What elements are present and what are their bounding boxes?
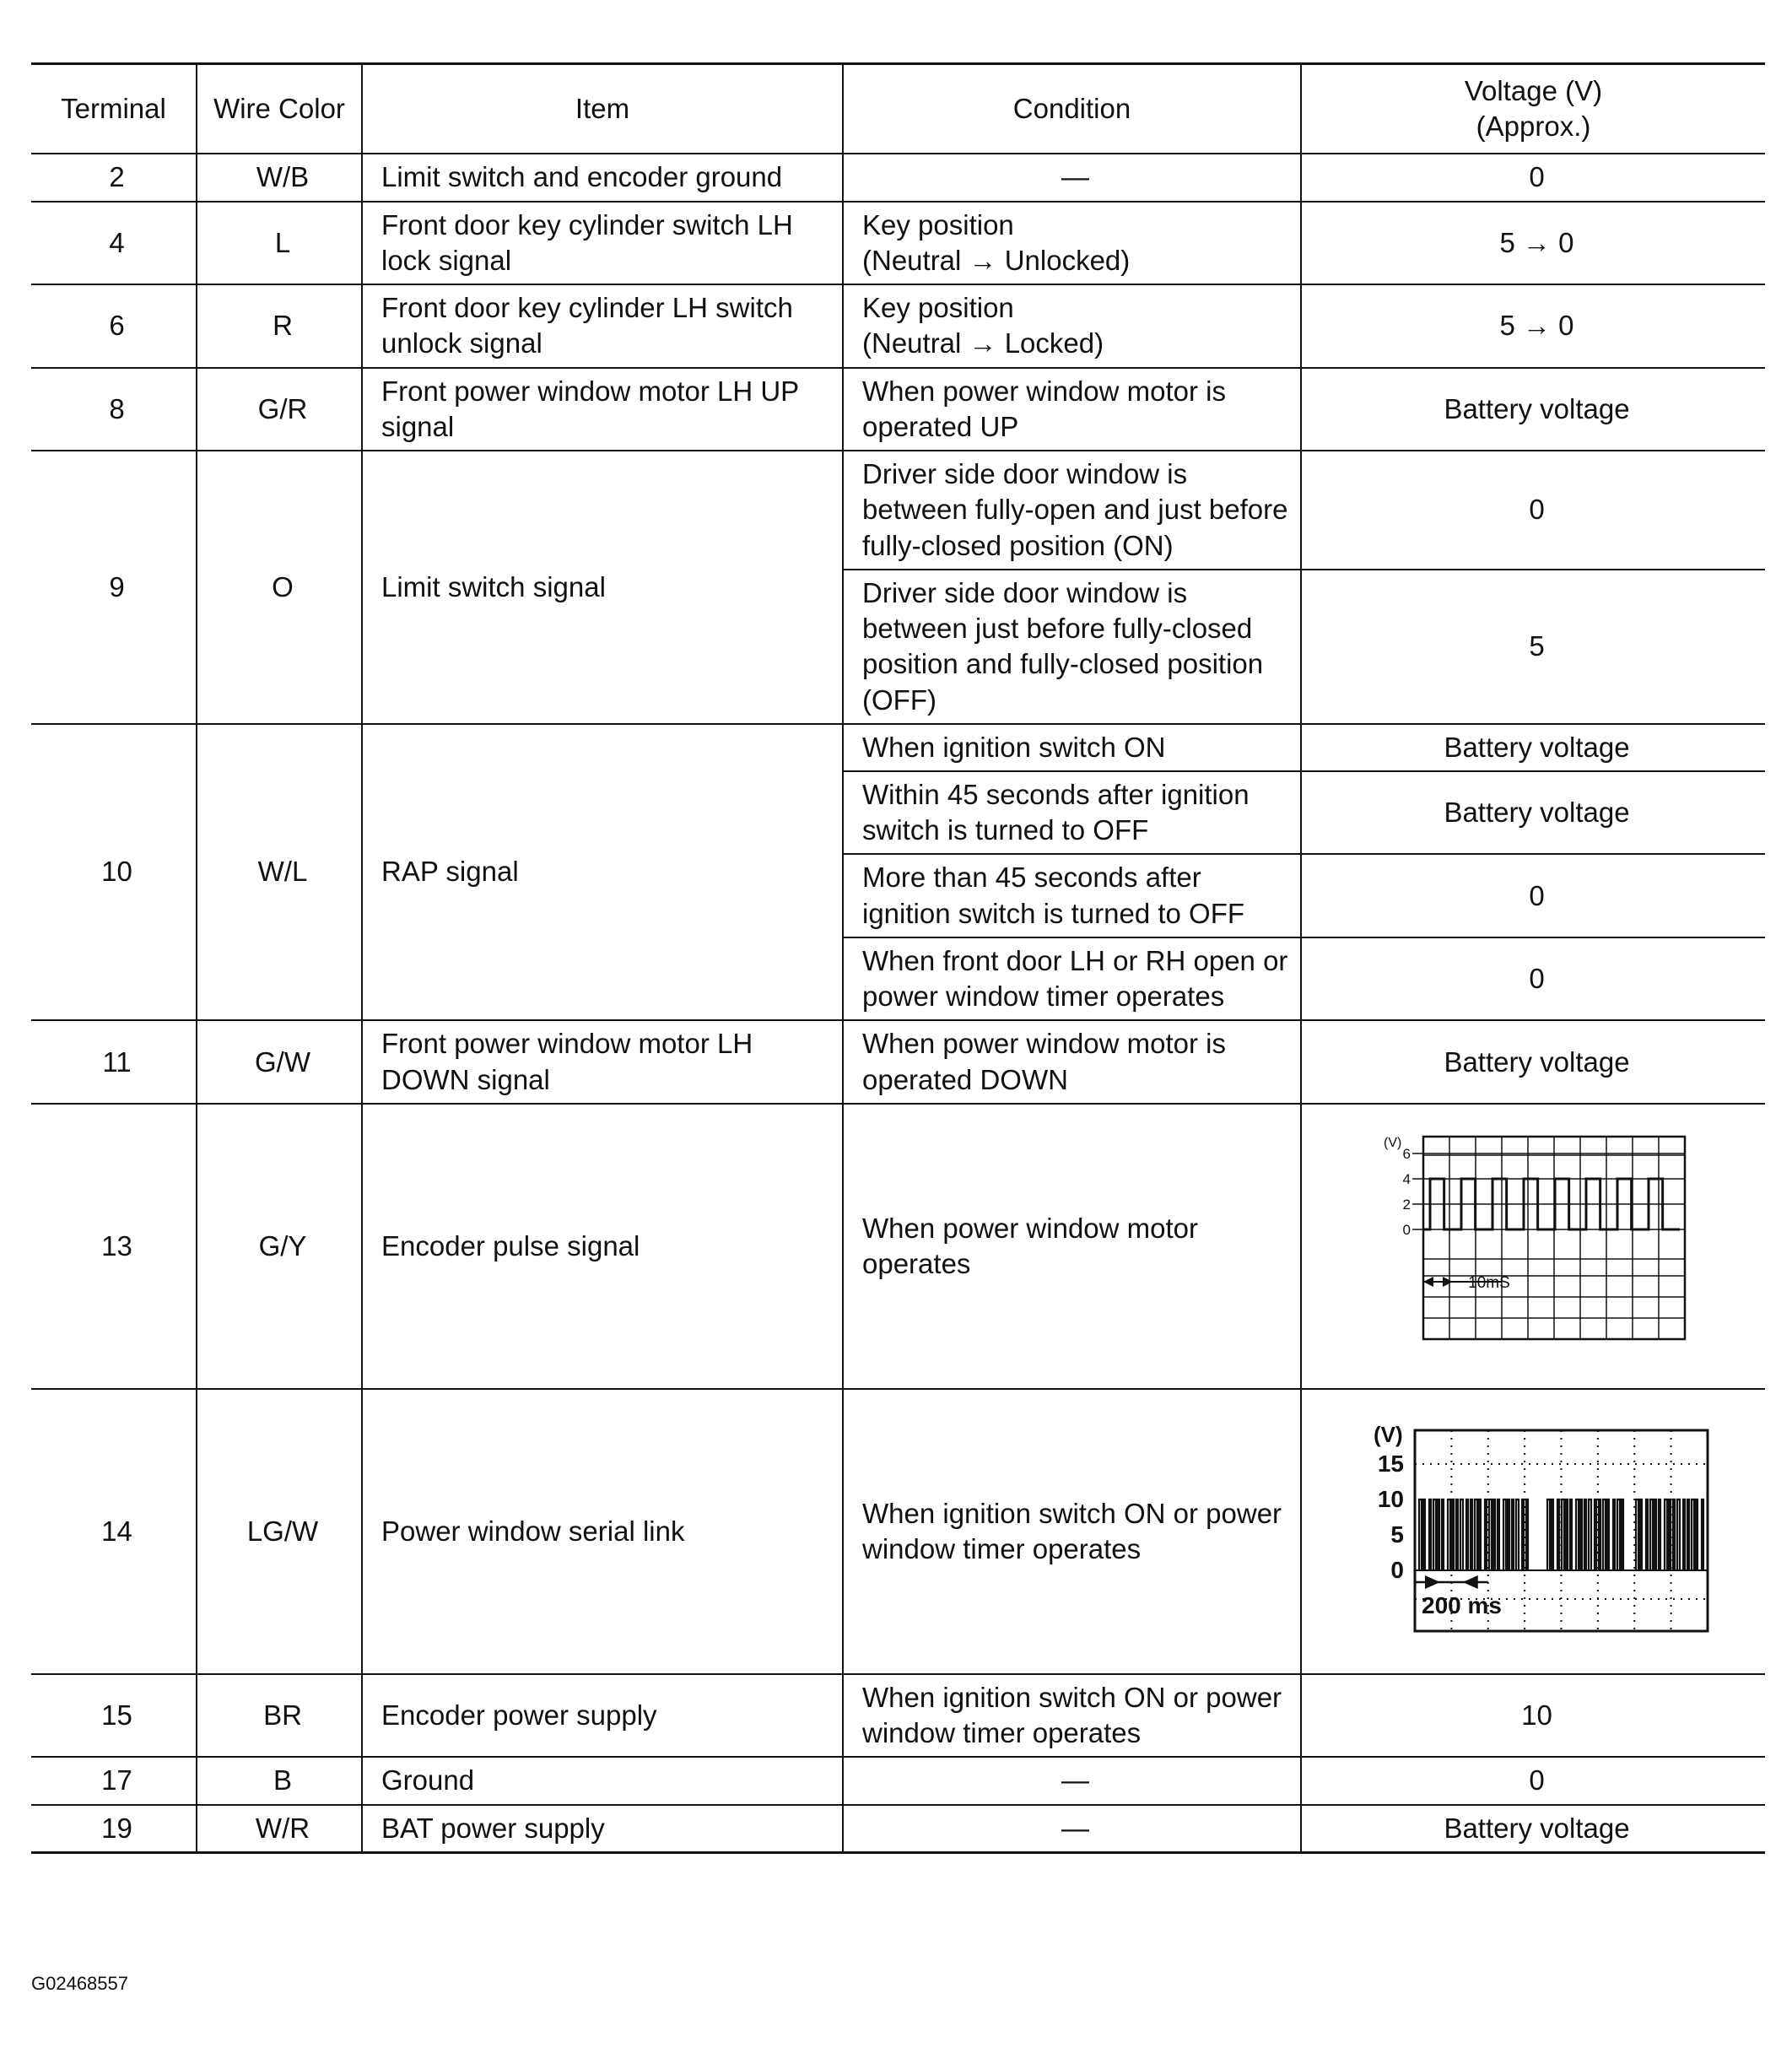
voltage-cell: 5 → 0 — [1301, 284, 1765, 367]
y-tick-label: 5 — [1390, 1521, 1404, 1548]
voltage-cell: Battery voltage — [1301, 1020, 1765, 1103]
condition-cell: More than 45 seconds after ignition switch is turned to OFF — [843, 854, 1301, 937]
table-row — [31, 724, 1765, 771]
wire-color-cell: W/R — [197, 1805, 362, 1853]
item-cell: Front door key cylinder LH switch unlock signal — [362, 284, 843, 367]
table-row — [31, 1805, 1765, 1853]
time-scale-arrowhead — [1462, 1575, 1477, 1589]
time-scale-label: 200 ms — [1421, 1591, 1502, 1618]
encoder-pulse-waveform — [1377, 1128, 1698, 1356]
table-header-row — [31, 64, 1765, 154]
item-cell: Front power window motor LH DOWN signal — [362, 1020, 843, 1103]
item-cell: Encoder pulse signal — [362, 1104, 843, 1389]
item-cell: Ground — [362, 1757, 843, 1804]
condition-line: Key position — [862, 208, 1014, 240]
terminal-cell: 11 — [31, 1020, 197, 1103]
header-item: Item — [362, 64, 843, 154]
table-row — [31, 284, 1765, 367]
voltage-cell: 0 — [1301, 937, 1765, 1020]
serial-burst-3 — [1636, 1499, 1703, 1570]
terminal-cell: 19 — [31, 1805, 197, 1853]
voltage-cell: 10 — [1301, 1674, 1765, 1757]
terminal-cell: 8 — [31, 368, 197, 451]
serial-burst-2 — [1547, 1499, 1623, 1570]
item-cell: Power window serial link — [362, 1389, 843, 1674]
wire-color-cell: BR — [197, 1674, 362, 1757]
wire-color-cell: G/R — [197, 368, 362, 451]
header-terminal: Terminal — [31, 64, 197, 154]
item-cell: Limit switch and encoder ground — [362, 154, 843, 201]
wire-color-cell: R — [197, 284, 362, 367]
wire-color-cell: G/Y — [197, 1104, 362, 1389]
terminal-cell: 13 — [31, 1104, 197, 1389]
table-row — [31, 202, 1765, 284]
terminal-cell: 17 — [31, 1757, 197, 1804]
serial-burst-1 — [1419, 1499, 1528, 1570]
item-cell: BAT power supply — [362, 1805, 843, 1853]
voltage-cell: 0 — [1301, 154, 1765, 201]
condition-line: (Neutral → Locked) — [862, 327, 1104, 359]
header-voltage-line2: (Approx.) — [1476, 111, 1591, 143]
wire-color-cell: B — [197, 1757, 362, 1804]
header-voltage-line1: Voltage (V) — [1464, 75, 1603, 106]
condition-cell: — — [843, 1805, 1301, 1853]
table-row — [31, 154, 1765, 201]
condition-cell: When power window motor is operated DOWN — [843, 1020, 1301, 1103]
table-row — [31, 451, 1765, 570]
terminal-cell: 2 — [31, 154, 197, 201]
terminal-voltage-table — [31, 62, 1765, 1854]
condition-line: (Neutral → Unlocked) — [862, 244, 1131, 276]
condition-cell: When front door LH or RH open or power window timer operates — [843, 937, 1301, 1020]
voltage-cell: 0 — [1301, 854, 1765, 937]
terminal-cell: 4 — [31, 202, 197, 284]
time-scale-arrowhead — [1443, 1277, 1453, 1287]
voltage-cell: 0 — [1301, 451, 1765, 570]
table-row — [31, 368, 1765, 451]
time-scale-label: 10mS — [1467, 1273, 1510, 1292]
voltage-cell: Battery voltage — [1301, 1805, 1765, 1853]
table-row — [31, 1020, 1765, 1103]
condition-line: Key position — [862, 292, 1014, 324]
y-tick-label: 6 — [1402, 1145, 1411, 1162]
item-cell: Front power window motor LH UP signal — [362, 368, 843, 451]
voltage-cell: Battery voltage — [1301, 724, 1765, 771]
y-tick-label: 4 — [1402, 1170, 1411, 1187]
wire-color-cell: W/L — [197, 724, 362, 1021]
condition-cell: When power window motor is operated UP — [843, 368, 1301, 451]
table-row — [31, 1389, 1765, 1674]
table-row — [31, 1104, 1765, 1389]
condition-cell: When ignition switch ON or power window timer operates — [843, 1674, 1301, 1757]
figure-code: G02468557 — [31, 1973, 128, 1994]
condition-cell: When ignition switch ON or power window timer operates — [843, 1389, 1301, 1674]
voltage-cell: Battery voltage — [1301, 368, 1765, 451]
serial-link-waveform — [1360, 1413, 1714, 1641]
y-tick-label: 2 — [1402, 1196, 1411, 1213]
terminal-cell: 10 — [31, 724, 197, 1021]
condition-cell: Within 45 seconds after ignition switch is turned to OFF — [843, 771, 1301, 854]
header-wire-color: Wire Color — [197, 64, 362, 154]
condition-cell — [843, 202, 1301, 284]
condition-cell: When ignition switch ON — [843, 724, 1301, 771]
voltage-cell: Battery voltage — [1301, 771, 1765, 854]
terminal-cell: 9 — [31, 451, 197, 724]
condition-cell: — — [843, 1757, 1301, 1804]
item-cell: Encoder power supply — [362, 1674, 843, 1757]
y-tick-label: 0 — [1402, 1221, 1411, 1238]
header-voltage — [1301, 64, 1765, 154]
terminal-cell: 15 — [31, 1674, 197, 1757]
item-cell: RAP signal — [362, 724, 843, 1021]
terminal-cell: 6 — [31, 284, 197, 367]
condition-cell — [843, 284, 1301, 367]
voltage-cell — [1301, 1104, 1765, 1389]
item-cell: Limit switch signal — [362, 451, 843, 724]
y-axis-unit: (V) — [1373, 1421, 1403, 1447]
condition-cell: Driver side door window is between fully-open and just before fully-closed position (ON) — [843, 451, 1301, 570]
y-axis-unit: (V) — [1383, 1135, 1401, 1150]
wire-color-cell: L — [197, 202, 362, 284]
wire-color-cell: LG/W — [197, 1389, 362, 1674]
y-tick-label: 15 — [1377, 1450, 1404, 1477]
voltage-cell — [1301, 1389, 1765, 1674]
item-cell: Front door key cylinder switch LH lock signal — [362, 202, 843, 284]
y-tick-label: 0 — [1390, 1556, 1404, 1583]
condition-cell: — — [843, 154, 1301, 201]
pin-voltage-sheet — [31, 62, 1765, 1854]
condition-cell: When power window motor operates — [843, 1104, 1301, 1389]
terminal-cell: 14 — [31, 1389, 197, 1674]
table-row — [31, 1757, 1765, 1804]
time-scale-arrowhead — [1423, 1277, 1433, 1287]
voltage-cell: 5 — [1301, 570, 1765, 724]
voltage-cell: 0 — [1301, 1757, 1765, 1804]
time-scale-arrowhead — [1425, 1575, 1440, 1589]
table-row — [31, 1674, 1765, 1757]
wire-color-cell: G/W — [197, 1020, 362, 1103]
wire-color-cell: O — [197, 451, 362, 724]
wire-color-cell: W/B — [197, 154, 362, 201]
condition-cell: Driver side door window is between just before fully-closed position and fully-closed position (OFF) — [843, 570, 1301, 724]
header-condition: Condition — [843, 64, 1301, 154]
voltage-cell: 5 → 0 — [1301, 202, 1765, 284]
y-tick-label: 10 — [1377, 1485, 1404, 1512]
